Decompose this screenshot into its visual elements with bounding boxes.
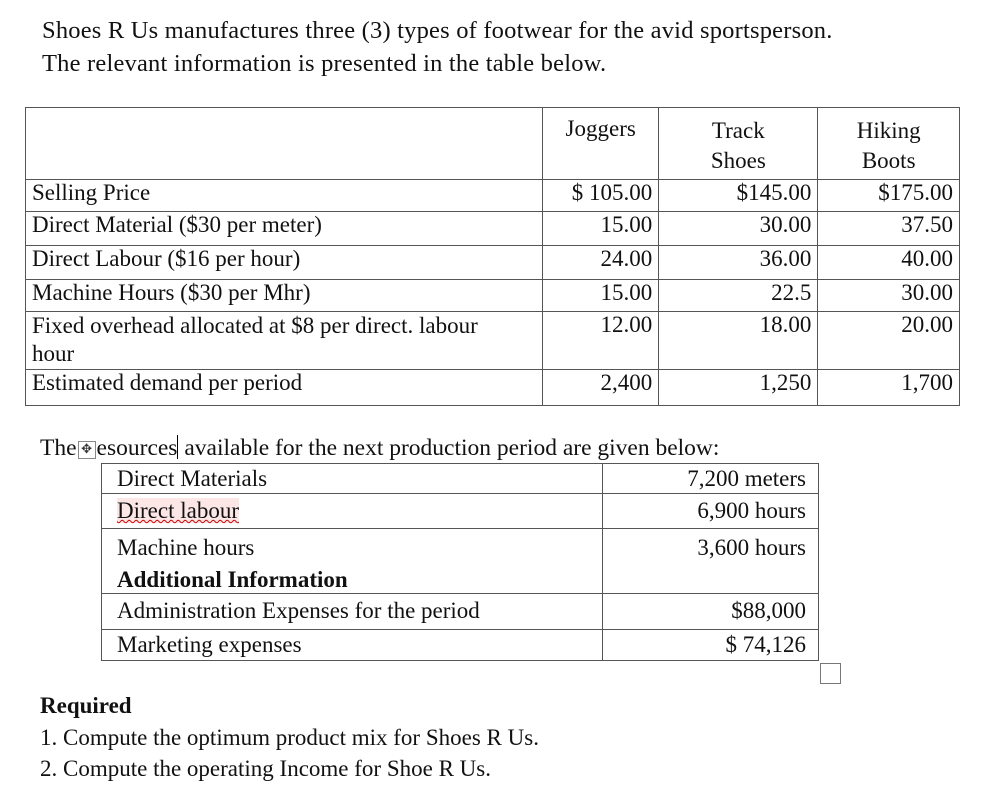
cell-track-shoes: 22.5 [659,280,818,312]
cell-hiking-boots: $175.00 [818,180,960,212]
row-label-direct-material: Direct Material ($30 per meter) [26,212,543,246]
cell-hiking-boots: 1,700 [818,370,960,406]
table-row [102,529,819,567]
intro-line-1: Shoes R Us manufactures three (3) types of footwear for the avid sportsperson. [42,17,833,44]
resource-value: 3,600 hours [603,529,819,567]
resource-label: Direct labour [117,498,239,523]
intro-paragraph [42,14,833,80]
resources-intro [40,435,719,462]
cell-joggers: 15.00 [543,212,659,246]
header-hiking-boots [818,108,960,180]
product-table [25,107,960,406]
resources-intro-suffix: available for the next production period are given below: [184,435,720,461]
resource-value: 6,900 hours [603,494,819,529]
cell-track-shoes: 36.00 [659,246,818,280]
intro-line-2: The relevant information is presented in the table below. [42,50,607,77]
additional-label: Administration Expenses for the period [102,593,603,629]
resource-label: Direct Materials [102,464,603,494]
table-row [102,629,819,660]
additional-label: Marketing expenses [102,629,603,660]
resources-intro-word: esources [96,435,178,461]
row-label-machine-hours: Machine Hours ($30 per Mhr) [26,280,543,312]
required-item-1: 1. Compute the optimum product mix for Shoes R Us. [40,724,539,750]
header-joggers: Joggers [543,108,659,180]
header-cell-blank [26,108,543,180]
table-row [26,280,960,312]
table-row [102,464,819,494]
text-cursor [177,435,178,459]
cell-hiking-boots: 40.00 [818,246,960,280]
table-row [26,180,960,212]
table-row [26,212,960,246]
resource-label-cell [102,494,603,529]
table-row [102,494,819,529]
cell-track-shoes: 30.00 [659,212,818,246]
move-handle-icon[interactable]: ✥ [78,441,96,459]
checkbox-square[interactable] [820,663,841,684]
resource-value-empty [603,567,819,594]
cell-joggers: 2,400 [543,370,659,406]
cell-joggers: 15.00 [543,280,659,312]
resource-value: 7,200 meters [603,464,819,494]
table-row [26,246,960,280]
cell-joggers: 12.00 [543,312,659,370]
table-row [26,370,960,406]
additional-value: $ 74,126 [603,629,819,660]
table-row [26,312,960,370]
table-row [102,593,819,629]
additional-info-heading: Additional Information [102,567,603,594]
resources-intro-prefix: The [40,435,77,461]
header-track-shoes [659,108,818,180]
cell-track-shoes: 18.00 [659,312,818,370]
cell-hiking-boots: 30.00 [818,280,960,312]
row-label-direct-labour: Direct Labour ($16 per hour) [26,246,543,280]
required-item-2: 2. Compute the operating Income for Shoe R Us. [40,756,491,781]
resource-label: Machine hours [102,529,603,567]
resources-table [101,463,819,661]
row-label-fixed-overhead [26,312,543,370]
cell-hiking-boots: 20.00 [818,312,960,370]
cell-track-shoes: $145.00 [659,180,818,212]
row-label-selling-price: Selling Price [26,180,543,212]
row-label-estimated-demand: Estimated demand per period [26,370,543,406]
cell-hiking-boots: 37.50 [818,212,960,246]
additional-value: $88,000 [603,593,819,629]
cell-joggers: $ 105.00 [543,180,659,212]
row-label-fixed-overhead-text: Fixed overhead allocated at $8 per direct. labour hour [32,313,478,366]
cell-joggers: 24.00 [543,246,659,280]
required-heading: Required [40,693,132,718]
table-header-row [26,108,960,180]
required-section [40,690,539,785]
table-row [102,567,819,594]
header-hiking-boots-text: Hiking Boots [856,118,921,173]
header-track-shoes-text: Track Shoes [710,118,766,173]
cell-track-shoes: 1,250 [659,370,818,406]
